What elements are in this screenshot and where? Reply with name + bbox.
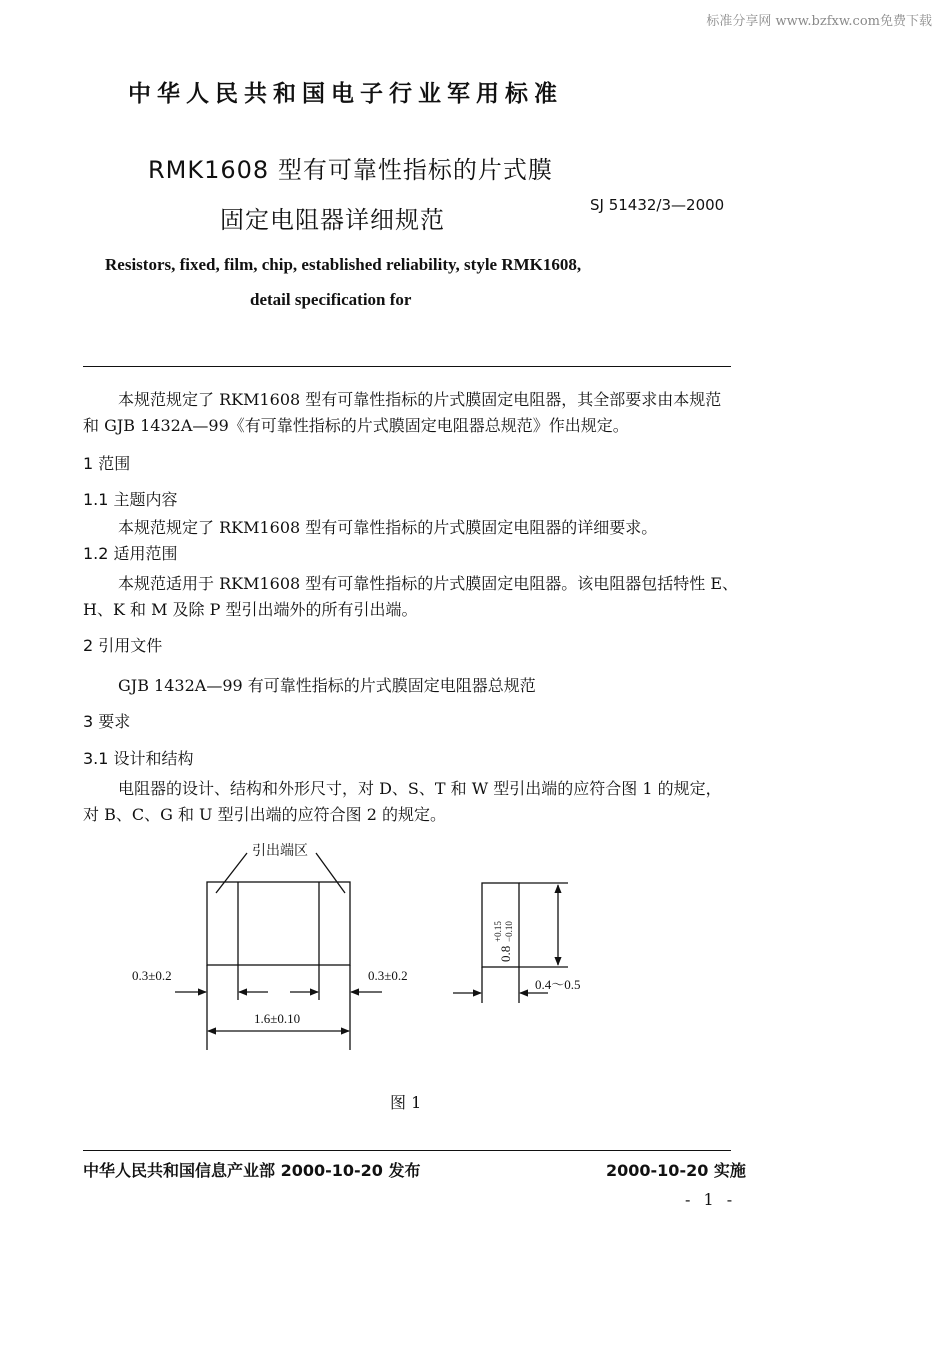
intro-line-1: 本规范规定了 RKM1608 型有可靠性指标的片式膜固定电阻器，其全部要求由本规范 <box>118 390 722 409</box>
standard-organization: 中华人民共和国电子行业军用标准 <box>128 81 563 107</box>
section-1-2-text-line-1: 本规范适用于 RKM1608 型有可靠性指标的片式膜固定电阻器。该电阻器包括特性 E、 <box>118 574 739 593</box>
figure-caption: 图 1 <box>390 1093 422 1112</box>
english-title-line-1: Resistors, fixed, film, chip, established reliability, style RMK1608, <box>105 255 582 274</box>
title-line-1: RMK1608 型有可靠性指标的片式膜 <box>148 156 553 184</box>
title-line-2: 固定电阻器详细规范 <box>220 206 445 234</box>
section-3-1-text-line-2: 对 B、C、G 和 U 型引出端的应符合图 2 的规定。 <box>83 805 446 824</box>
section-3-1-heading: 3.1 设计和结构 <box>83 749 194 768</box>
footer-divider <box>83 1150 731 1151</box>
dim-left-label: 0.3±0.2 <box>132 968 172 983</box>
header-divider <box>83 366 731 367</box>
watermark: 标准分享网 www.bzfxw.com免费下载 <box>706 14 932 29</box>
dim-length-label: 1.6±0.10 <box>254 1011 301 1026</box>
section-1-2-text-line-2: H、K 和 M 及除 P 型引出端外的所有引出端。 <box>83 600 418 619</box>
section-3-heading: 3 要求 <box>83 712 131 731</box>
dim-height-upper-tol: +0.15 <box>493 921 503 942</box>
section-2-reference: GJB 1432A—99 有可靠性指标的片式膜固定电阻器总规范 <box>118 676 536 695</box>
dim-terminal-label: 0.4～0.5 <box>535 977 581 992</box>
section-3-1-text-line-1: 电阻器的设计、结构和外形尺寸，对 D、S、T 和 W 型引出端的应符合图 1 的规定， <box>118 779 722 798</box>
section-2-heading: 2 引用文件 <box>83 636 163 655</box>
section-1-2-heading: 1.2 适用范围 <box>83 544 178 563</box>
standard-number: SJ 51432/3—2000 <box>590 196 725 214</box>
dim-height-lower-tol: −0.10 <box>504 921 514 942</box>
figure-1-drawing <box>120 835 620 1065</box>
terminal-pointer-left <box>216 853 247 893</box>
section-1-heading: 1 范围 <box>83 454 131 473</box>
terminal-pointer-right <box>316 853 345 893</box>
terminal-area-label: 引出端区 <box>252 844 308 859</box>
resistor-top-view <box>207 882 350 965</box>
issue-statement: 中华人民共和国信息产业部 2000-10-20 发布 <box>83 1161 421 1180</box>
effective-date: 2000-10-20 实施 <box>606 1161 746 1180</box>
english-title-line-2: detail specification for <box>250 290 412 309</box>
dim-height-label: 0.8 <box>498 945 513 962</box>
page-number: - 1 - <box>685 1190 737 1209</box>
section-1-1-text: 本规范规定了 RKM1608 型有可靠性指标的片式膜固定电阻器的详细要求。 <box>118 518 658 537</box>
dim-right-label: 0.3±0.2 <box>368 968 408 983</box>
section-1-1-heading: 1.1 主题内容 <box>83 490 178 509</box>
intro-line-2: 和 GJB 1432A—99《有可靠性指标的片式膜固定电阻器总规范》作出规定。 <box>83 416 629 435</box>
